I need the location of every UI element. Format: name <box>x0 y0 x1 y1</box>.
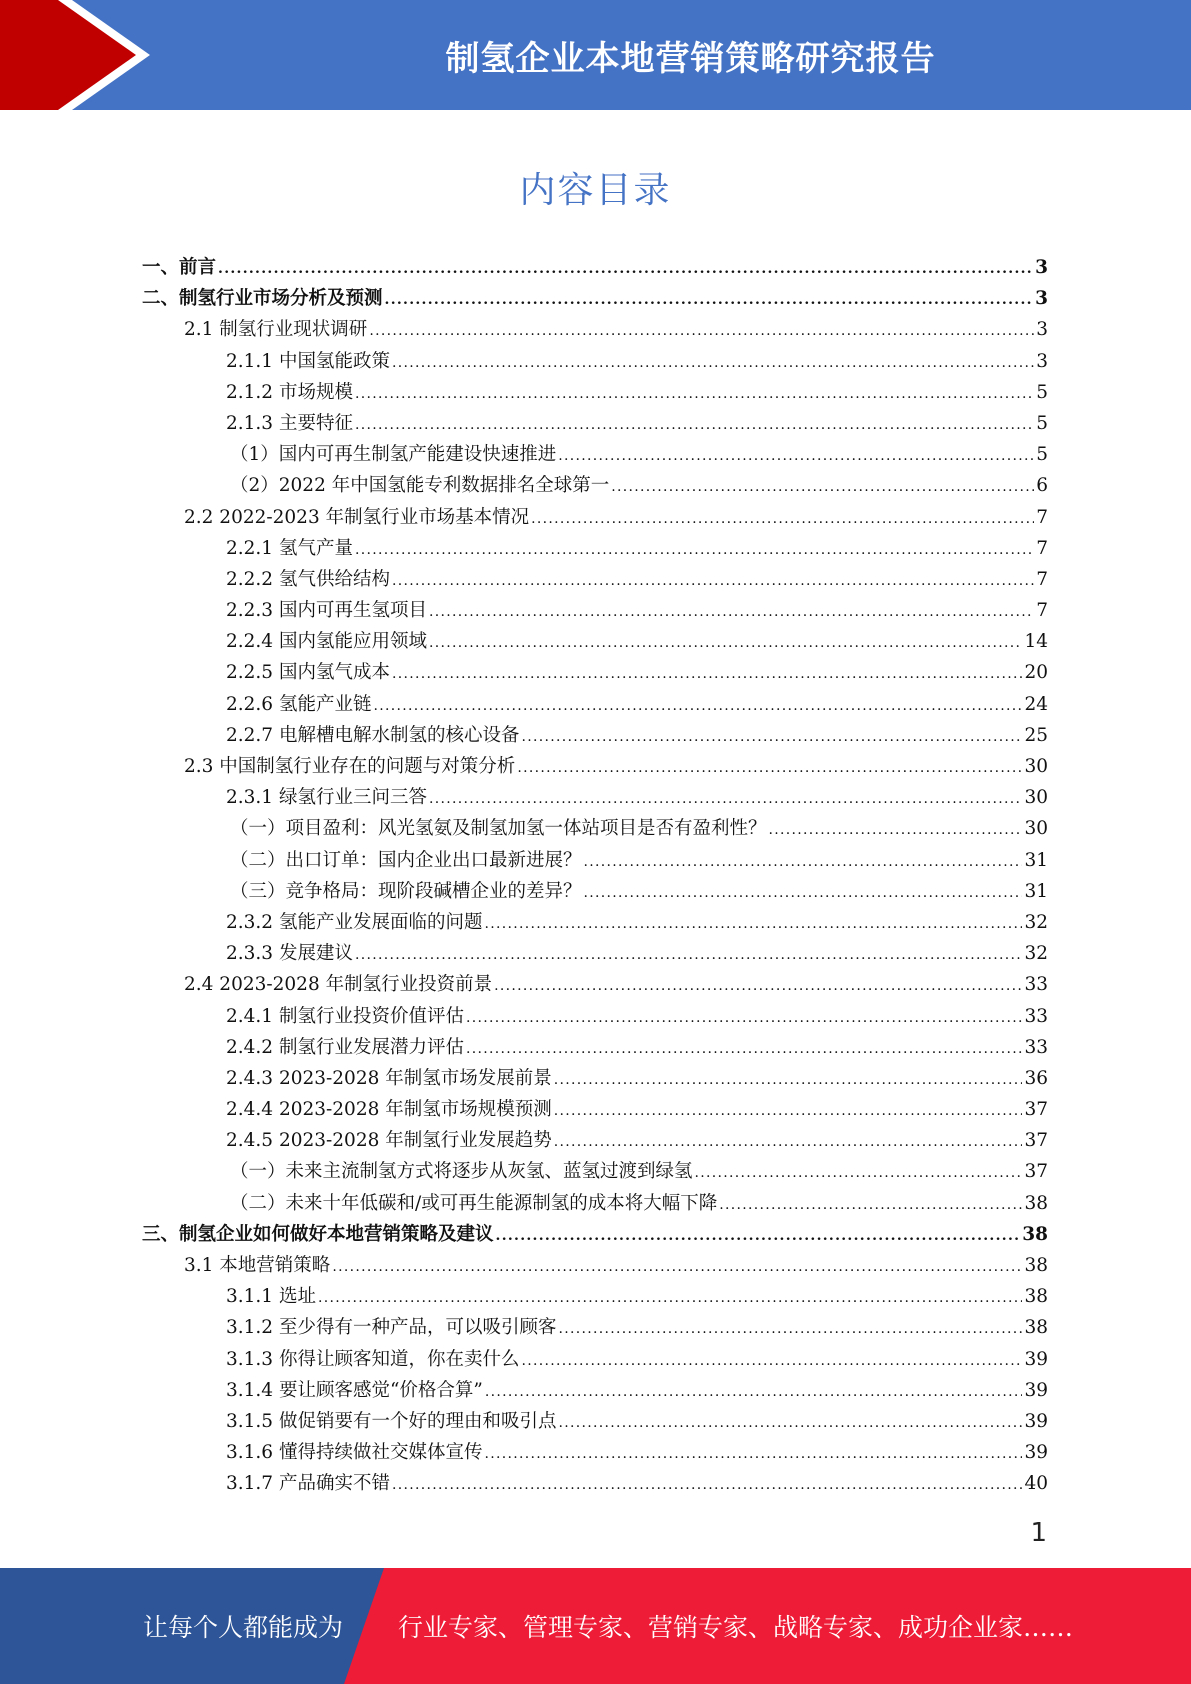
toc-entry-page: 39 <box>1024 1442 1048 1464</box>
toc-entry-label: （三）竞争格局：现阶段碱槽企业的差异？ <box>230 880 582 902</box>
toc-entry-label: 二、制氢行业市场分析及预测 <box>142 288 383 310</box>
header-band <box>0 0 1191 110</box>
toc-dot-leader <box>554 1072 1023 1088</box>
footer-slogan-right: 行业专家、管理专家、营销专家、战略专家、成功企业家…… <box>398 1613 1074 1642</box>
toc-dot-leader <box>355 417 1034 433</box>
toc-dot-leader <box>369 323 1034 339</box>
toc-entry-page: 39 <box>1024 1348 1048 1370</box>
toc-dot-leader <box>584 854 1023 870</box>
toc-entry-page: 7 <box>1036 537 1048 559</box>
toc-dot-leader <box>429 635 1022 651</box>
toc-entry[interactable] <box>142 1438 1048 1469</box>
toc-entry-label: （一）项目盈利：风光氢氨及制氢加氢一体站项目是否有盈利性？ <box>230 818 767 840</box>
toc-entry-page: 7 <box>1036 568 1048 590</box>
toc-entry[interactable] <box>142 1469 1048 1500</box>
toc-entry[interactable] <box>142 814 1048 845</box>
toc-dot-leader <box>695 1165 1023 1181</box>
toc-entry-page: 37 <box>1024 1161 1048 1183</box>
toc-entry-page: 38 <box>1024 1317 1048 1339</box>
toc-entry[interactable] <box>142 752 1048 783</box>
toc-entry-label: 2.4.2 制氢行业发展潜力评估 <box>226 1036 464 1058</box>
toc-entry-label: （2）2022 年中国氢能专利数据排名全球第一 <box>230 475 610 497</box>
toc-entry[interactable] <box>142 378 1048 409</box>
toc-entry[interactable] <box>142 627 1048 658</box>
toc-entry-label: 2.1.2 市场规模 <box>226 381 353 403</box>
toc-entry[interactable] <box>142 1376 1048 1407</box>
toc-entry[interactable] <box>142 939 1048 970</box>
toc-entry-page: 38 <box>1024 1255 1048 1276</box>
toc-entry-page: 36 <box>1024 1067 1048 1089</box>
toc-entry[interactable] <box>142 877 1048 908</box>
toc-entry-page: 7 <box>1036 600 1048 622</box>
toc-entry-page: 20 <box>1024 662 1048 684</box>
toc-entry-label: 3.1.6 懂得持续做社交媒体宣传 <box>226 1442 483 1464</box>
toc-entry-page: 38 <box>1022 1223 1048 1245</box>
toc-entry-page: 37 <box>1024 1099 1048 1121</box>
toc-dot-leader <box>584 885 1023 901</box>
toc-entry-page: 30 <box>1024 756 1048 777</box>
toc-entry-page: 38 <box>1024 1192 1048 1214</box>
toc-dot-leader <box>355 947 1023 963</box>
toc-dot-leader <box>558 1415 1022 1431</box>
toc-dot-leader <box>332 1259 1022 1275</box>
toc-entry-label: 3.1.2 至少得有一种产品，可以吸引顾客 <box>226 1317 557 1339</box>
toc-dot-leader <box>429 604 1034 620</box>
toc-dot-leader <box>494 978 1022 994</box>
toc-dot-leader <box>392 573 1034 589</box>
toc-entry-page: 32 <box>1024 911 1048 933</box>
toc-dot-leader <box>318 1290 1023 1306</box>
toc-entry[interactable] <box>142 284 1048 315</box>
toc-entry[interactable] <box>142 1157 1048 1188</box>
toc-entry-label: 3.1.1 选址 <box>226 1286 316 1308</box>
toc-dot-leader <box>392 1477 1022 1493</box>
toc-entry[interactable] <box>142 1220 1048 1251</box>
toc-entry[interactable] <box>142 471 1048 502</box>
toc-dot-leader <box>769 822 1023 838</box>
toc-dot-leader <box>373 698 1022 714</box>
toc-dot-leader <box>558 448 1034 464</box>
toc-entry-label: 3.1 本地营销策略 <box>184 1255 331 1276</box>
toc-entry[interactable] <box>142 846 1048 877</box>
table-of-contents <box>142 253 1048 1501</box>
toc-dot-leader <box>355 386 1034 402</box>
toc-entry-label: （一）未来主流制氢方式将逐步从灰氢、蓝氢过渡到绿氢 <box>230 1161 693 1183</box>
toc-entry[interactable] <box>142 534 1048 565</box>
toc-entry-page: 6 <box>1036 475 1048 497</box>
toc-dot-leader <box>218 261 1033 277</box>
toc-entry-label: 2.3.1 绿氢行业三问三答 <box>226 787 427 809</box>
toc-entry[interactable] <box>142 253 1048 284</box>
toc-entry-page: 3 <box>1036 350 1048 372</box>
toc-entry[interactable] <box>142 1345 1048 1376</box>
toc-entry-label: 2.3.3 发展建议 <box>226 943 353 965</box>
toc-entry-label: 2.2.5 国内氢气成本 <box>226 662 390 684</box>
toc-entry[interactable] <box>142 1064 1048 1095</box>
header-arrow-icon <box>0 0 160 110</box>
toc-dot-leader <box>521 729 1022 745</box>
footer-slogan-left: 让每个人都能成为 <box>143 1613 344 1642</box>
toc-entry[interactable] <box>142 970 1048 1001</box>
toc-dot-leader <box>466 1010 1022 1026</box>
toc-entry-label: 2.3 中国制氢行业存在的问题与对策分析 <box>184 756 516 777</box>
toc-entry[interactable] <box>142 440 1048 471</box>
toc-entry-page: 5 <box>1036 381 1048 403</box>
toc-entry-label: 2.1 制氢行业现状调研 <box>184 319 368 341</box>
toc-entry-page: 39 <box>1024 1379 1048 1401</box>
toc-entry-page: 7 <box>1036 506 1048 528</box>
toc-entry-page: 32 <box>1024 943 1048 965</box>
toc-entry-page: 30 <box>1024 787 1048 809</box>
toc-entry-page: 30 <box>1024 818 1048 840</box>
toc-entry-page: 37 <box>1024 1130 1048 1152</box>
toc-entry[interactable] <box>142 315 1048 346</box>
toc-entry-label: 3.1.3 你得让顾客知道，你在卖什么 <box>226 1348 520 1370</box>
toc-entry-label: 2.2.2 氢气供给结构 <box>226 568 390 590</box>
toc-entry-label: 2.4.1 制氢行业投资价值评估 <box>226 1005 464 1027</box>
toc-entry-label: 2.2 2022-2023 年制氢行业市场基本情况 <box>184 506 530 528</box>
toc-entry-page: 3 <box>1035 288 1048 310</box>
toc-dot-leader <box>611 479 1034 495</box>
toc-entry-label: （1）国内可再生制氢产能建设快速推进 <box>230 444 557 466</box>
toc-entry-page: 3 <box>1035 257 1048 278</box>
toc-entry-label: 2.1.3 主要特征 <box>226 412 353 434</box>
toc-entry-label: 三、制氢企业如何做好本地营销策略及建议 <box>142 1223 494 1245</box>
toc-entry-page: 40 <box>1024 1473 1048 1495</box>
toc-entry-page: 38 <box>1024 1286 1048 1308</box>
toc-dot-leader <box>385 292 1034 308</box>
toc-entry-label: 2.2.3 国内可再生氢项目 <box>226 600 427 622</box>
toc-entry-label: 一、前言 <box>142 257 217 278</box>
toc-dot-leader <box>484 916 1022 932</box>
toc-dot-leader <box>429 791 1022 807</box>
toc-entry-page: 5 <box>1036 444 1048 466</box>
toc-entry-label: 2.2.6 氢能产业链 <box>226 693 372 715</box>
toc-entry-label: 2.3.2 氢能产业发展面临的问题 <box>226 911 483 933</box>
toc-entry[interactable] <box>142 1002 1048 1033</box>
toc-entry-page: 3 <box>1036 319 1048 341</box>
toc-dot-leader <box>554 1134 1023 1150</box>
toc-entry-page: 39 <box>1024 1410 1048 1432</box>
toc-entry[interactable] <box>142 596 1048 627</box>
toc-entry[interactable] <box>142 409 1048 440</box>
toc-entry-label: 2.2.4 国内氢能应用领域 <box>226 631 427 653</box>
toc-entry-page: 14 <box>1024 631 1048 653</box>
toc-entry[interactable] <box>142 1095 1048 1126</box>
toc-entry[interactable] <box>142 721 1048 752</box>
toc-dot-leader <box>517 760 1022 776</box>
toc-dot-leader <box>392 355 1034 371</box>
toc-dot-leader <box>355 542 1034 558</box>
toc-dot-leader <box>496 1228 1021 1244</box>
toc-entry[interactable] <box>142 690 1048 721</box>
toc-dot-leader <box>392 666 1022 682</box>
toc-dot-leader <box>719 1197 1022 1213</box>
toc-dot-leader <box>558 1321 1022 1337</box>
toc-entry[interactable] <box>142 1126 1048 1157</box>
toc-entry-page: 31 <box>1024 880 1048 902</box>
toc-entry[interactable] <box>142 503 1048 534</box>
toc-entry-label: 3.1.4 要让顾客感觉“价格合算” <box>226 1379 483 1401</box>
toc-entry[interactable] <box>142 1313 1048 1344</box>
toc-entry[interactable] <box>142 1033 1048 1064</box>
toc-entry-page: 5 <box>1036 412 1048 434</box>
toc-entry-page: 24 <box>1024 693 1048 715</box>
toc-entry-page: 33 <box>1024 1036 1048 1058</box>
toc-entry-label: （二）出口订单：国内企业出口最新进展？ <box>230 849 582 871</box>
toc-entry[interactable] <box>142 1407 1048 1438</box>
toc-entry[interactable] <box>142 783 1048 814</box>
toc-entry-page: 25 <box>1024 724 1048 746</box>
toc-dot-leader <box>484 1446 1022 1462</box>
toc-entry-label: 3.1.5 做促销要有一个好的理由和吸引点 <box>226 1410 557 1432</box>
report-title: 制氢企业本地营销策略研究报告 <box>445 38 936 79</box>
toc-entry-label: 2.1.1 中国氢能政策 <box>226 350 390 372</box>
toc-entry-page: 33 <box>1024 974 1048 996</box>
toc-entry[interactable] <box>142 1282 1048 1313</box>
toc-entry[interactable] <box>142 1189 1048 1220</box>
page-number: 1 <box>1030 1518 1047 1548</box>
toc-entry-label: 2.2.1 氢气产量 <box>226 537 353 559</box>
toc-entry[interactable] <box>142 565 1048 596</box>
toc-dot-leader <box>521 1353 1022 1369</box>
toc-dot-leader <box>554 1103 1023 1119</box>
toc-entry-label: 2.4.5 2023-2028 年制氢行业发展趋势 <box>226 1130 552 1152</box>
toc-entry-label: 2.4 2023-2028 年制氢行业投资前景 <box>184 974 493 996</box>
toc-entry-page: 33 <box>1024 1005 1048 1027</box>
toc-entry[interactable] <box>142 908 1048 939</box>
toc-entry[interactable] <box>142 1251 1048 1282</box>
toc-dot-leader <box>466 1041 1022 1057</box>
toc-entry-label: （二）未来十年低碳和/或可再生能源制氢的成本将大幅下降 <box>230 1192 718 1214</box>
toc-dot-leader <box>531 511 1034 527</box>
toc-entry-label: 2.4.4 2023-2028 年制氢市场规模预测 <box>226 1099 552 1121</box>
toc-heading: 内容目录 <box>519 170 672 211</box>
toc-entry[interactable] <box>142 347 1048 378</box>
toc-entry-label: 2.2.7 电解槽电解水制氢的核心设备 <box>226 724 520 746</box>
toc-entry[interactable] <box>142 658 1048 689</box>
toc-dot-leader <box>485 1384 1023 1400</box>
toc-entry-label: 3.1.7 产品确实不错 <box>226 1473 390 1495</box>
toc-entry-page: 31 <box>1024 849 1048 871</box>
toc-entry-label: 2.4.3 2023-2028 年制氢市场发展前景 <box>226 1067 552 1089</box>
